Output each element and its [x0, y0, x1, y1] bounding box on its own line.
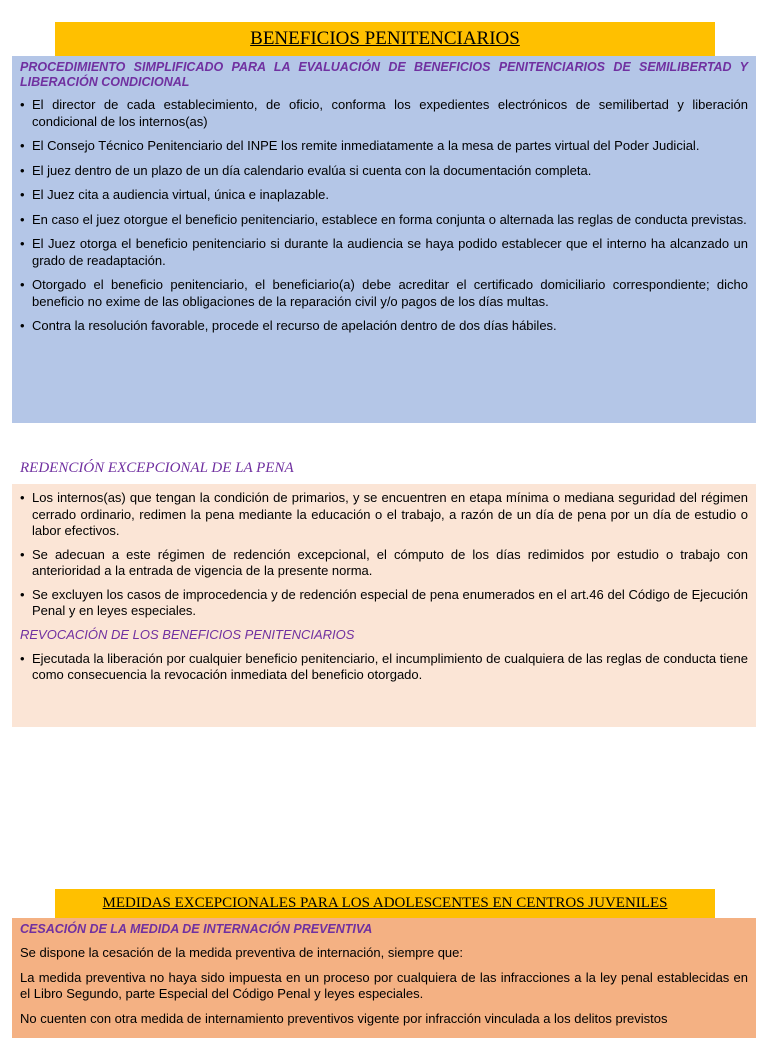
revocacion-list — [20, 651, 748, 684]
list-item: • El Juez otorga el beneficio penitenciario si durante la audiencia se haya podido establecer que el interno ha alcanzado un grado de readaptación. — [20, 236, 748, 269]
section1-heading: PROCEDIMIENTO SIMPLIFICADO PARA LA EVALUACIÓN DE BENEFICIOS PENITENCIARIOS DE SEMILIBERTAD Y LIBERACIÓN CONDICIONAL — [20, 60, 748, 89]
paragraph: La medida preventiva no haya sido impuesta en un proceso por cualquiera de las infracciones a la ley penal establecidas en el Libro Segundo, parte Especial del Código Penal y leyes especiales. — [20, 969, 748, 1001]
list-item: • Se excluyen los casos de improcedencia y de redención especial de pena enumerados en el art.46 del Código de Ejecución Penal y en leyes especiales. — [20, 587, 748, 620]
list-item: • En caso el juez otorgue el beneficio penitenciario, establece en forma conjunta o alternada las reglas de conducta previstas. — [20, 212, 748, 229]
paragraph: Se dispone la cesación de la medida preventiva de internación, siempre que: — [20, 945, 463, 960]
section-redencion-revocacion — [12, 484, 756, 727]
section-procedimiento-simplificado — [12, 56, 756, 423]
list-item: • El Consejo Técnico Penitenciario del INPE los remite inmediatamente a la mesa de partes virtual del Poder Judicial. — [20, 138, 748, 155]
list-item: • Se adecuan a este régimen de redención excepcional, el cómputo de los días redimidos por estudio o trabajo con anterioridad a la entrada de vigencia de la presente norma. — [20, 547, 748, 580]
list-item: • El Juez cita a audiencia virtual, única e inaplazable. — [20, 187, 748, 204]
adolescentes-title-bar — [55, 889, 715, 918]
paragraph: No cuenten con otra medida de internamiento preventivos vigente por infracción vinculada a los delitos previstos — [20, 1010, 668, 1026]
section1-list — [20, 97, 748, 335]
list-item: • Ejecutada la liberación por cualquier beneficio penitenciario, el incumplimiento de cualquiera de las reglas de conducta tiene como consecuencia la revocación inmediata del beneficio otorgado. — [20, 651, 748, 684]
list-item: • El director de cada establecimiento, de oficio, conforma los expedientes electrónicos de semilibertad y liberación condicional de los internos(as) — [20, 97, 748, 130]
section-cesacion-internacion — [12, 918, 756, 1038]
revocacion-heading: REVOCACIÓN DE LOS BENEFICIOS PENITENCIARIOS — [20, 626, 355, 642]
list-item: • Otorgado el beneficio penitenciario, el beneficiario(a) debe acreditar el certificado domiciliario correspondiente; dicho beneficio no exime de las obligaciones de la reparación civil y/o pagos de los días multas. — [20, 277, 748, 310]
list-item: • Los internos(as) que tengan la condición de primarios, y se encuentren en etapa mínima o mediana seguridad del régimen cerrado ordinario, redimen la pena mediante la educación o el trabajo, a razón de un día de pena por un día de estudio o labor efectivos. — [20, 490, 748, 540]
list-item: • Contra la resolución favorable, procede el recurso de apelación dentro de dos días hábiles. — [20, 318, 748, 335]
adolescentes-title: MEDIDAS EXCEPCIONALES PARA LOS ADOLESCENTES EN CENTROS JUVENILES — [102, 895, 668, 911]
section2-list — [20, 490, 748, 620]
main-title: BENEFICIOS PENITENCIARIOS — [250, 28, 520, 49]
list-item: • El juez dentro de un plazo de un día calendario evalúa si cuenta con la documentación completa. — [20, 163, 748, 180]
main-title-bar — [55, 22, 715, 56]
section2-heading: REDENCIÓN EXCEPCIONAL DE LA PENA — [20, 460, 294, 476]
section3-heading: CESACIÓN DE LA MEDIDA DE INTERNACIÓN PREVENTIVA — [20, 922, 373, 936]
